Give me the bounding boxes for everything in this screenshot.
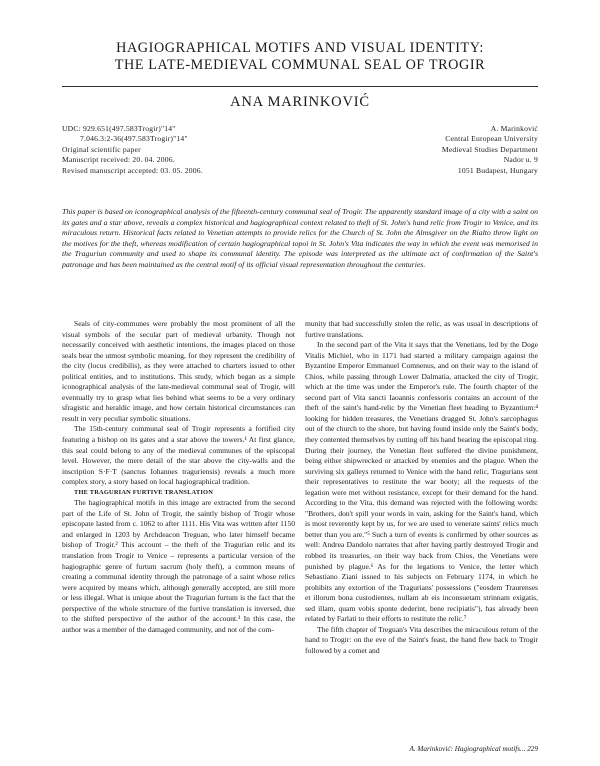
article-metadata — [62, 124, 322, 176]
paragraph: In the second part of the Vita it says that the Venetians, led by the Doge Vitalis Michiel, who in 1171 had started a military campaign against the Byzantine Emperor Emmanuel Comnenus, and on their way to the island of Chios, while passing through Lower Dalmatia, attacked the city of Trogir, which at the time was under the Emperor's rule. The fourth chapter of the second part of Vita sancti Iaoannis confessoris contains an account of the theft of the saint's hand-relic by the Venetian fleet heading to Byzantium:⁴ looking for hidden treasures, the Venetians dragged St. John's sarcophagus out of the church to the shore, but having found inside only the Saint's body, they contented themselves by cutting off his hand bearing the episcopal ring. During their journey, the Venetian fleet suffered the divine punishment, being either shipwrecked or attacked by enemies and the plague. When the surviving six galleys returned to Venice with the hand relic, Tragurians sent their representatives to restitute the war booty; all the requests of the legation were met without resistance, except for their demand for the hand. According to the Vita, this demand was rejected with the following words: "Brothers, don't spill your words in vain, asking for the Saint's hand, which is most reverently kept by us, for we are used to venerate saints' relics much better than you are."⁵ Such a turn of events is confirmed by other sources as well: Andrea Dandolo narrates that after having partly destroyed Trogir and robbed its treasuries, on their way back from Chios, the Venetians were punished by plague.⁶ As for the legations to Venice, the letter which Sebastiano Ziani issued to his subjects on February 1174, in which he prohibits any extortion of the Tragurians' possessions ("eosdem Traurenses et illorum bona custodientes, nullam ab eis inconsuetam strinnam exigatis, sed illam, quam vobis sponte dederint, bene recipiatis"), has already been related by Farlati to their efforts to restitute the relic.⁷ — [305, 340, 538, 624]
udc-line-1: UDC: 929.651(497.583Trogir)"14" — [62, 124, 176, 133]
manuscript-received: Manuscript received: 20. 04. 2006. — [62, 155, 175, 165]
affiliation-name: A. Marinković — [490, 124, 538, 133]
paragraph: The fifth chapter of Treguan's Vita describes the miraculous return of the hand to Trogir: on the eve of the Saint's feast, the hand flew back to Trogir followed by a comet and — [305, 624, 538, 655]
affiliation-university: Central European University — [445, 134, 538, 144]
author-name: ANA MARINKOVIĆ — [230, 94, 370, 110]
author-affiliation — [318, 124, 538, 176]
paragraph: Seals of city-communes were probably the most prominent of all the visual symbols of the secular part of medieval urbanity. Though not necessarily conceived with aesthetic intentions, the images placed on those seals bear the utmost symbolic meaning, for they represent the credibility of the city (locus credibilis), as they were attached to charters issued to other political entities, and to institutions. This study, which began as a simple iconographical analysis of the late-medieval communal seal of Trogir, will eventually try to grasp what lies behind what seems to be a very ordinary sfragistic and heraldic image, and how certain historical circumstances can result in very peculiar symbolic situations. — [62, 319, 295, 423]
affiliation-city: 1051 Budapest, Hungary — [457, 165, 538, 175]
section-heading: THE TRAGURIAN FURTIVE TRANSLATION — [74, 488, 214, 496]
body-column-right — [305, 319, 538, 657]
affiliation-department: Medieval Studies Department — [441, 144, 538, 154]
manuscript-accepted: Revised manuscript accepted: 03. 05. 2006. — [62, 165, 203, 175]
page-footer: A. Marinković: Hagiographical motifs... 229 — [409, 745, 538, 753]
body-column-left — [62, 319, 295, 635]
title-line-2: THE LATE-MEDIEVAL COMMUNAL SEAL OF TROGIR — [114, 57, 486, 73]
title-line-1: HAGIOGRAPHICAL MOTIFS AND VISUAL IDENTITY: — [116, 40, 484, 56]
udc-line-2: 7.046.3:2-36(497.583Trogir)"14" — [80, 134, 188, 144]
paragraph: The 15th-century communal seal of Trogir represents a fortified city featuring a bishop on its gates and a star above the towers.¹ At first glance, this seal could belong to any of the medieval communes of the episcopal level. However, the mere detail of the star above the city-walls and the inscription S·F·T (sanctus Iohannes traguriensis) reveals a much more complex story, a story based on local hagiographical tradition. — [62, 424, 295, 487]
affiliation-street: Nador u. 9 — [503, 155, 538, 165]
abstract: This paper is based on iconographical analysis of the fifteenth-century communal seal of Trogir. The apparently standard image of a city with a saint on its gates and a star above, reveals a complex historical and hagiographical context related to theft of St. John's hand relic from Trogir to Venice, and its miraculous return. Historical facts related to Venetian attempts to provide relics for the Church of St. John the Almsgiver on the Rialto throw light on the motives for the theft, whereas modification of certain hagiographical topoi in St. John's Vita indicates the way in which the event was memorised in the Traguriun community and used to shape its communal identity. The episode was interpreted as the ultimate act of confirmation of the Saint's patronage and has been maintained as the central motif of its official visual representation throughout the centuries. — [62, 207, 538, 269]
article-title — [0, 40, 600, 74]
paragraph-continuation: munity that had successfully stolen the relic, as was usual in descriptions of furtive translations. — [305, 319, 538, 339]
paragraph: The hagiographical motifs in this image are extracted from the second part of the Life of St. John of Trogir, the saintly bishop of Trogir whose episcopate lasted from c. 1062 to after 1111. His Vita was written after 1150 and enlarged in 1203 by Archdeacon Treguan, who later himself became bishop of Trogir.² This account – the theft of the Tragurian relic and its translation from Trogir to Venice – represents a particular version of the hagiographic genre of furtum sacrum (holy theft), a common means of creating a communal identity through the patronage of a saint whose relics were acquired by means which, although generally accepted, are still more or less illegal. What is unique about the Tragurian furtum is the fact that the perspective of the whole structure of the furtive translation is inversed, due to the shifted perspective of the author of the account.³ In this case, the author was a member of the damaged community, and not of the com- — [62, 498, 295, 634]
title-divider — [62, 86, 538, 87]
paper-type: Original scientific paper — [62, 144, 141, 154]
